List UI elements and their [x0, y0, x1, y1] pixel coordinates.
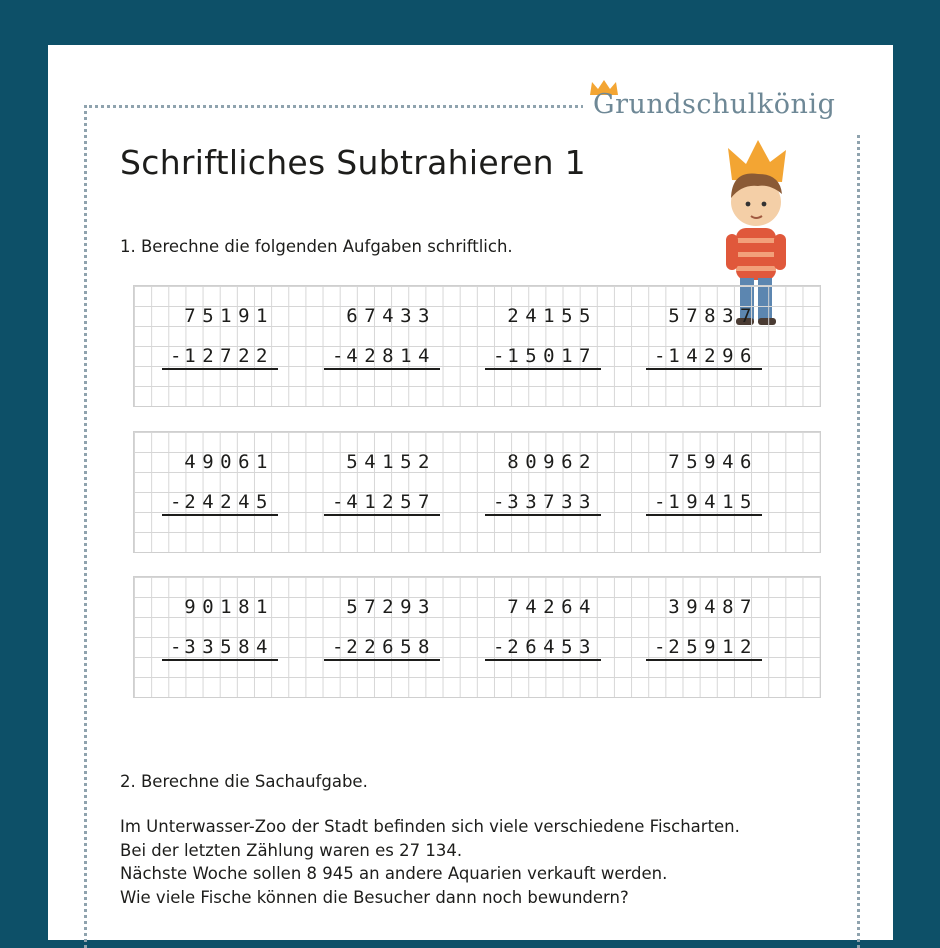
subtraction-problem	[142, 286, 282, 406]
task1-label: 1. Berechne die folgenden Aufgaben schriftlich.	[120, 237, 513, 256]
subtraction-problem	[304, 432, 444, 552]
grid-block-1	[133, 285, 821, 407]
grid-block-3	[133, 576, 821, 698]
subtraction-problem	[304, 286, 444, 406]
minus-sign: -	[654, 491, 666, 513]
minuend: 75191	[184, 305, 274, 327]
worksheet	[48, 45, 893, 940]
minuend: 39487	[668, 596, 758, 618]
brand-logo: Grundschulkönig	[593, 89, 836, 120]
minuend: 75946	[668, 451, 758, 473]
minuend: 57837	[668, 305, 758, 327]
minus-sign: -	[493, 491, 505, 513]
minuend: 49061	[184, 451, 274, 473]
result-line	[646, 514, 762, 516]
grid-block-2	[133, 431, 821, 553]
result-line	[162, 514, 278, 516]
story-line: Bei der letzten Zählung waren es 27 134.	[120, 840, 463, 860]
story-line: Wie viele Fische können die Besucher dann noch bewundern?	[120, 887, 629, 907]
subtraction-problem	[142, 577, 282, 697]
minus-sign: -	[654, 636, 666, 658]
subtrahend: 41257	[346, 491, 436, 513]
minus-sign: -	[493, 345, 505, 367]
result-line	[324, 368, 440, 370]
subtrahend: 14296	[668, 345, 758, 367]
word-problem	[120, 815, 740, 909]
minuend: 80962	[507, 451, 597, 473]
minus-sign: -	[332, 491, 344, 513]
story-line: Nächste Woche sollen 8 945 an andere Aquarien verkauft werden.	[120, 864, 668, 883]
subtrahend: 42814	[346, 345, 436, 367]
story-line: Im Unterwasser-Zoo der Stadt befinden sich viele verschiedene Fischarten.	[120, 817, 740, 836]
subtrahend: 12722	[184, 345, 274, 367]
result-line	[324, 514, 440, 516]
minuend: 67433	[346, 305, 436, 327]
minuend: 54152	[346, 451, 436, 473]
result-line	[162, 368, 278, 370]
result-line	[485, 659, 601, 661]
result-line	[485, 514, 601, 516]
subtrahend: 33584	[184, 636, 274, 658]
result-line	[646, 659, 762, 661]
subtrahend: 22658	[346, 636, 436, 658]
subtrahend: 33733	[507, 491, 597, 513]
minus-sign: -	[332, 345, 344, 367]
subtraction-problem	[626, 577, 766, 697]
minus-sign: -	[332, 636, 344, 658]
minuend: 57293	[346, 596, 436, 618]
subtraction-problem	[465, 432, 605, 552]
minus-sign: -	[493, 636, 505, 658]
minus-sign: -	[170, 345, 182, 367]
subtrahend: 26453	[507, 636, 597, 658]
subtrahend: 19415	[668, 491, 758, 513]
subtraction-problem	[465, 286, 605, 406]
subtrahend: 24245	[184, 491, 274, 513]
subtrahend: 25912	[668, 636, 758, 658]
minus-sign: -	[170, 491, 182, 513]
result-line	[485, 368, 601, 370]
minus-sign: -	[170, 636, 182, 658]
task2-label: 2. Berechne die Sachaufgabe.	[120, 772, 368, 791]
subtraction-problem	[626, 286, 766, 406]
subtraction-problem	[626, 432, 766, 552]
subtraction-problem	[304, 577, 444, 697]
page-title: Schriftliches Subtrahieren 1	[120, 143, 586, 182]
subtraction-problem	[142, 432, 282, 552]
result-line	[162, 659, 278, 661]
minuend: 90181	[184, 596, 274, 618]
subtrahend: 15017	[507, 345, 597, 367]
minuend: 24155	[507, 305, 597, 327]
minuend: 74264	[507, 596, 597, 618]
minus-sign: -	[654, 345, 666, 367]
subtraction-problem	[465, 577, 605, 697]
result-line	[646, 368, 762, 370]
result-line	[324, 659, 440, 661]
